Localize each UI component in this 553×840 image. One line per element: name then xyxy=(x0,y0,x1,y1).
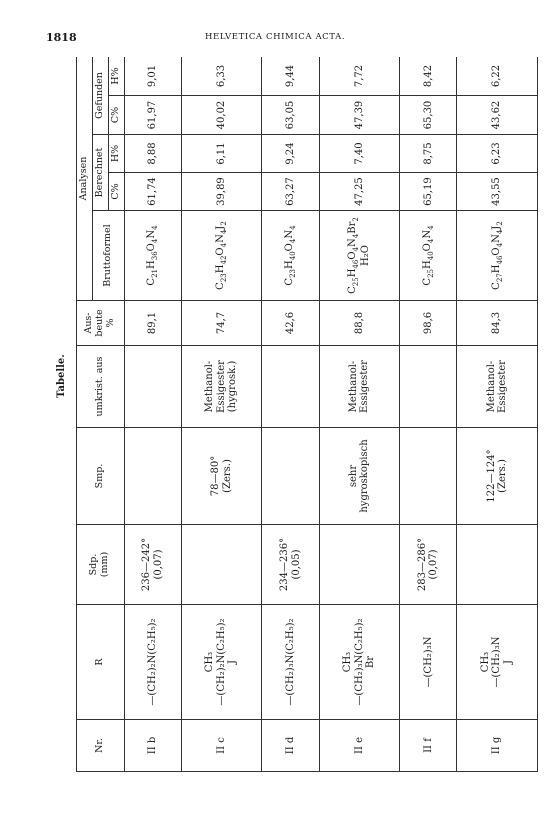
table-row xyxy=(319,57,400,772)
cell-nr: II d xyxy=(262,720,319,772)
formula-c: 27 xyxy=(495,273,504,283)
formula-o: 4 xyxy=(289,238,298,244)
cell-r xyxy=(262,605,319,720)
formula-extra-count: 2 xyxy=(220,221,229,226)
cell-ber-c: 39,89 xyxy=(181,173,262,211)
header-nr: Nr. xyxy=(77,720,125,772)
cell-gef-c: 47,39 xyxy=(319,96,400,135)
cell-sdp xyxy=(262,525,319,605)
sdp-pressure: (0,07) xyxy=(428,549,440,580)
cell-smp xyxy=(319,428,400,525)
formula-h: 36 xyxy=(151,251,160,261)
formula: $C_{25}H_{40}O_4N_4$ xyxy=(421,225,435,286)
cell-nr: II f xyxy=(400,720,457,772)
r-substituent-top: CH₃ xyxy=(204,651,216,673)
sdp-pressure: (0,07) xyxy=(152,549,164,580)
header-smp: Smp. xyxy=(77,428,125,525)
formula-h: 40 xyxy=(289,251,298,261)
header-ber-h: H% xyxy=(108,135,124,173)
r-substituent-top: CH₃ xyxy=(479,651,491,673)
formula-n: 4 xyxy=(151,225,160,230)
r-substituent-main xyxy=(491,608,503,716)
cell-bruttoformel xyxy=(181,211,262,301)
cell-smp xyxy=(457,428,538,525)
formula-h: 40 xyxy=(426,251,435,261)
formula-h: 46 xyxy=(495,255,504,265)
table-row xyxy=(400,57,457,772)
cell-ber-h: 9,24 xyxy=(262,135,319,173)
cell-ausbeute: 98,6 xyxy=(400,301,457,346)
cell-ber-h: 6,23 xyxy=(457,135,538,173)
cell-ber-h: 8,75 xyxy=(400,135,457,173)
cell-smp xyxy=(262,428,319,525)
cell-r xyxy=(319,605,400,720)
cell-ber-c: 47,25 xyxy=(319,173,400,211)
formula: $C_{25}H_{46}O_4N_4Br_2$ xyxy=(347,217,361,294)
cell-gef-c: 40,02 xyxy=(181,96,262,135)
formula-c: 21 xyxy=(151,268,160,278)
table-head xyxy=(77,57,125,772)
cell-gef-c: 61,97 xyxy=(124,96,181,135)
header-sdp xyxy=(77,525,125,605)
sdp-value: 283—286° xyxy=(416,537,428,592)
cell-gef-h: 7,72 xyxy=(319,57,400,96)
table-caption: Tabelle. xyxy=(56,354,67,398)
r-chain: —(CH₂)₂N(C₂H₅)₂ xyxy=(147,618,159,706)
cell-bruttoformel xyxy=(319,211,400,301)
cell-r xyxy=(124,605,181,720)
cell-ber-c: 63,27 xyxy=(262,173,319,211)
formula-n: 4 xyxy=(495,229,504,235)
formula-c: 25 xyxy=(426,268,435,278)
table-row xyxy=(181,57,262,772)
cell-gef-h: 6,33 xyxy=(181,57,262,96)
formula-h: 42 xyxy=(220,255,229,265)
cell-bruttoformel xyxy=(457,211,538,301)
cell-r xyxy=(400,605,457,720)
formula-c: 23 xyxy=(289,268,298,278)
table-row xyxy=(124,57,181,772)
r-substituent-main xyxy=(423,608,435,716)
formula: $C_{27}H_{46}O_4N_4J_2$ xyxy=(490,221,504,290)
header-umkrist: umkrist. aus xyxy=(77,346,125,428)
cell-gef-h: 9,01 xyxy=(124,57,181,96)
analysis-table xyxy=(76,57,538,772)
cell-ber-h: 7,40 xyxy=(319,135,400,173)
cell-nr: II e xyxy=(319,720,400,772)
cell-smp xyxy=(400,428,457,525)
r-substituent-main xyxy=(354,608,366,716)
cell-gef-h: 9,44 xyxy=(262,57,319,96)
formula-extra: J xyxy=(490,225,502,230)
r-chain: —(CH₂)₃N(C₂H₅)₂ xyxy=(284,618,296,706)
cell-umkrist xyxy=(124,346,181,428)
cell-ber-c: 43,55 xyxy=(457,173,538,211)
header-r: R xyxy=(77,605,125,720)
header-gefunden: Gefunden xyxy=(92,57,108,135)
header-ausbeute xyxy=(77,301,125,346)
cell-umkrist: Methanol-Essigester (hygrosk.) xyxy=(181,346,262,428)
sdp-value: 236—242° xyxy=(141,537,153,592)
header-berechnet: Berechnet xyxy=(92,135,108,211)
formula-extra: J xyxy=(215,225,227,230)
formula-h: 46 xyxy=(352,259,361,269)
formula-o: 4 xyxy=(151,238,160,244)
cell-umkrist: Methanol-Essigester xyxy=(457,346,538,428)
formula: $C_{23}H_{42}O_4N_4J_2$ xyxy=(215,221,229,290)
formula-line2: H₂O xyxy=(360,245,372,266)
formula-n: 4 xyxy=(220,229,229,235)
journal-name: HELVETICA CHIMICA ACTA. xyxy=(205,32,346,42)
formula-o: 4 xyxy=(495,242,504,248)
r-substituent-main xyxy=(147,608,159,716)
cell-sdp xyxy=(400,525,457,605)
cell-nr: II c xyxy=(181,720,262,772)
cell-bruttoformel xyxy=(124,211,181,301)
cell-nr: II b xyxy=(124,720,181,772)
smp-value: sehr xyxy=(347,464,359,488)
r-substituent-bottom: J xyxy=(502,660,514,665)
formula-n: 4 xyxy=(352,233,361,239)
cell-umkrist xyxy=(400,346,457,428)
formula-c: 25 xyxy=(352,277,361,287)
header-ausbeute-line2: beute xyxy=(93,309,105,337)
r-chain: —(CH₂)₃N xyxy=(422,636,434,688)
formula: $C_{21}H_{36}O_4N_4$ xyxy=(146,225,160,286)
r-substituent-top: CH₃ xyxy=(342,651,354,673)
cell-gef-c: 43,62 xyxy=(457,96,538,135)
cell-r xyxy=(457,605,538,720)
table-row xyxy=(457,57,538,772)
cell-sdp xyxy=(181,525,262,605)
formula: $C_{23}H_{40}O_4N_4$ xyxy=(284,225,298,286)
cell-bruttoformel xyxy=(400,211,457,301)
cell-gef-h: 6,22 xyxy=(457,57,538,96)
formula-extra: Br xyxy=(347,221,359,234)
cell-ber-c: 61,74 xyxy=(124,173,181,211)
table-body xyxy=(124,57,537,772)
r-substituent-bottom: J xyxy=(227,660,239,665)
cell-smp xyxy=(181,428,262,525)
r-substituent-main xyxy=(216,608,228,716)
cell-nr: II g xyxy=(457,720,538,772)
formula-n: 4 xyxy=(289,225,298,230)
r-substituent-bottom: Br xyxy=(365,655,377,669)
cell-ausbeute: 88,8 xyxy=(319,301,400,346)
cell-gef-h: 8,42 xyxy=(400,57,457,96)
header-gef-c: C% xyxy=(108,96,124,135)
r-substituent-main xyxy=(285,608,297,716)
cell-umkrist: Methanol-Essigester xyxy=(319,346,400,428)
table-row xyxy=(262,57,319,772)
header-sdp-label: Sdp. xyxy=(88,553,100,576)
header-sdp-unit: (mm) xyxy=(99,551,111,578)
cell-ber-h: 6,11 xyxy=(181,135,262,173)
cell-ausbeute: 42,6 xyxy=(262,301,319,346)
formula-o: 4 xyxy=(352,246,361,252)
sdp-value: 234—236° xyxy=(279,537,291,592)
smp-note: (Zers.) xyxy=(221,459,233,493)
header-ausbeute-line1: Aus- xyxy=(83,312,94,334)
smp-note: (Zers.) xyxy=(497,459,509,493)
smp-value: 78—80° xyxy=(210,455,222,497)
cell-bruttoformel xyxy=(262,211,319,301)
cell-ausbeute: 74,7 xyxy=(181,301,262,346)
header-row-1 xyxy=(77,57,93,772)
cell-ausbeute: 89,1 xyxy=(124,301,181,346)
r-chain: —(CH₂)₂N(C₂H₅)₂ xyxy=(215,618,227,706)
cell-ausbeute: 84,3 xyxy=(457,301,538,346)
r-chain: —(CH₂)₃N(C₂H₅)₂ xyxy=(353,618,365,706)
formula-extra-count: 2 xyxy=(352,217,361,222)
formula-extra-count: 2 xyxy=(495,221,504,226)
cell-ber-h: 8,88 xyxy=(124,135,181,173)
r-chain: —(CH₂)₃N xyxy=(491,636,503,688)
header-ausbeute-unit: % xyxy=(104,318,116,328)
cell-sdp xyxy=(124,525,181,605)
cell-sdp xyxy=(457,525,538,605)
cell-umkrist xyxy=(262,346,319,428)
formula-o: 4 xyxy=(220,242,229,248)
cell-smp xyxy=(124,428,181,525)
sdp-pressure: (0,05) xyxy=(290,549,302,580)
header-analysen: Analysen xyxy=(77,57,93,301)
header-gef-h: H% xyxy=(108,57,124,96)
cell-gef-c: 65,30 xyxy=(400,96,457,135)
smp-value: 122—124° xyxy=(485,449,497,503)
header-bruttoformel: Bruttoformel xyxy=(92,211,124,301)
rotated-table-container xyxy=(76,57,538,772)
formula-o: 4 xyxy=(426,238,435,244)
cell-r xyxy=(181,605,262,720)
page-header xyxy=(0,31,553,47)
header-ber-c: C% xyxy=(108,173,124,211)
formula-c: 23 xyxy=(220,273,229,283)
cell-ber-c: 65,19 xyxy=(400,173,457,211)
formula-n: 4 xyxy=(426,225,435,230)
page-number: 1818 xyxy=(46,31,77,44)
smp-note: hygroskopisch xyxy=(359,439,371,513)
cell-gef-c: 63,05 xyxy=(262,96,319,135)
table-frame xyxy=(76,57,538,772)
cell-sdp xyxy=(319,525,400,605)
